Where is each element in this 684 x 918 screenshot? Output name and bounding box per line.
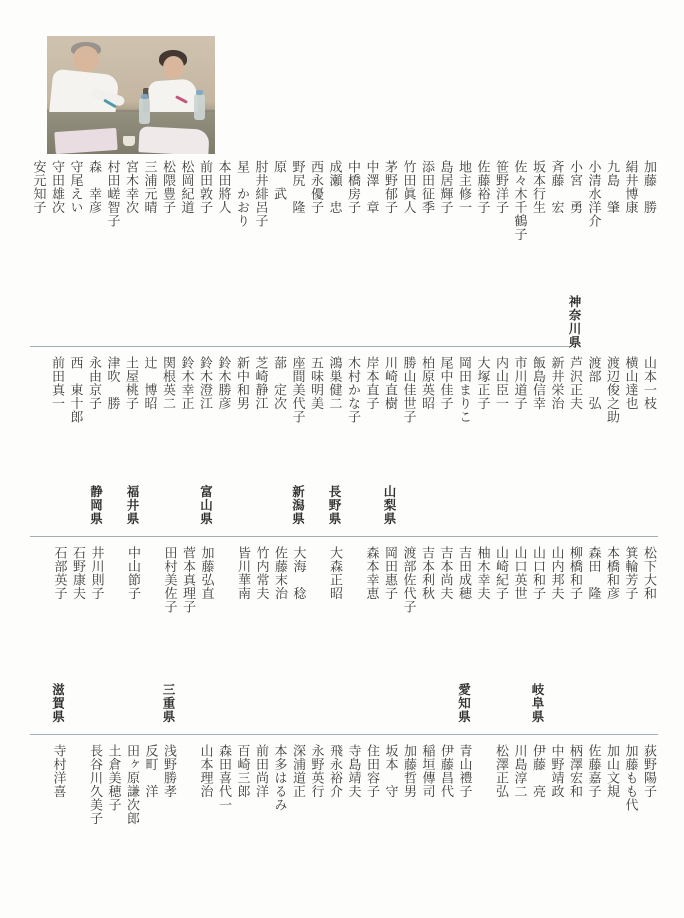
person-name: 鈴木幸正: [179, 356, 195, 410]
person-name: 加山文規: [605, 744, 620, 798]
person-name: 市川道子: [512, 356, 528, 410]
person-name: 中澤 章: [364, 160, 380, 214]
person-name: 茅野郁子: [383, 160, 398, 214]
person-name: 肘井緋呂子: [253, 160, 269, 228]
person-name: 関根英二: [161, 356, 176, 410]
name-columns: [86, 744, 179, 825]
person-name: 渡部 弘: [586, 356, 602, 410]
prefecture-group: [492, 682, 548, 798]
name-column-group: [399, 484, 658, 614]
person-name: 安元知子: [31, 160, 47, 214]
person-name: 大海 稔: [291, 546, 307, 600]
person-name: 岸本直子: [364, 356, 380, 410]
person-name: 松下大和: [642, 546, 657, 600]
prefecture-header: 山梨県: [382, 485, 396, 526]
person-name: 五味明美: [309, 356, 324, 410]
person-name: 吉本尚夫: [438, 546, 454, 600]
person-name: 松澤正弘: [494, 744, 509, 798]
person-name: 鴻巣健二: [327, 356, 343, 410]
person-name: 渡辺俊之助: [605, 356, 620, 424]
prefecture-header: 愛知県: [456, 683, 471, 724]
cup-shape: [123, 136, 135, 146]
bottle-shape: [139, 98, 150, 124]
person-name: 前田敦子: [198, 160, 213, 214]
person-name: 伊藤昌代: [439, 744, 454, 798]
name-columns: [29, 160, 658, 241]
person-name: 土倉美穂子: [106, 744, 122, 812]
person-name: 石野康夫: [71, 546, 86, 600]
name-column-group: [547, 682, 658, 812]
person-name: 佐藤裕子: [475, 160, 491, 214]
person-name: 土屋桃子: [124, 356, 139, 410]
person-name: 菅本真理子: [181, 546, 196, 614]
person-name: 森田喜代一: [217, 744, 232, 812]
person-name: 小宮 勇: [568, 160, 583, 214]
person-name: 添田征季: [420, 160, 435, 214]
person-name: 柳橋和子: [568, 546, 583, 600]
person-name: 津吹 勝: [105, 356, 121, 410]
person-name: 三浦元晴: [142, 160, 158, 214]
person-name: 山本理治: [198, 744, 214, 798]
person-name: 辻 博昭: [142, 356, 158, 410]
person-name: 森田 隆: [586, 546, 602, 600]
person-name: 坂本 守: [383, 744, 399, 798]
prefecture-group: [86, 682, 179, 825]
person-name: 井川則子: [89, 546, 105, 600]
person-name: 原 武: [272, 160, 287, 201]
prefecture-header: 静岡県: [88, 485, 103, 526]
name-columns: [584, 356, 658, 424]
name-column-group: [29, 160, 658, 241]
person-name: 星 かおり: [235, 160, 250, 228]
person-name: 小清水洋介: [586, 160, 602, 228]
name-columns: [50, 546, 106, 600]
person-name: 飯島信幸: [531, 356, 546, 410]
person-name: 永由京子: [87, 356, 102, 410]
person-name: 中橋房子: [346, 160, 361, 214]
person-name: 芝崎静江: [253, 356, 269, 410]
person-name: 芦沢正夫: [568, 356, 583, 410]
name-columns: [48, 356, 585, 424]
person-name: 山口英世: [512, 546, 528, 600]
person-name: 尾中佳子: [438, 356, 454, 410]
person-name: 坂本行生: [531, 160, 546, 214]
name-columns: [234, 546, 308, 600]
person-name: 飛永裕介: [328, 744, 343, 798]
person-name: 西 東十郎: [68, 356, 84, 424]
person-name: 木村かな子: [346, 356, 361, 424]
person-name: 島居輝子: [438, 160, 454, 214]
name-columns: [362, 546, 399, 600]
person-name: 森 幸彦: [87, 160, 102, 214]
prefecture-group: [49, 682, 68, 798]
person-name: 大森正昭: [328, 546, 343, 600]
person-name: 座間美代子: [290, 356, 306, 424]
prefecture-header: 滋賀県: [50, 683, 65, 724]
prefecture-group: [50, 484, 106, 600]
prefecture-header: 新潟県: [290, 485, 305, 526]
person-name: 中野靖政: [549, 744, 565, 798]
person-name: 本多はるみ: [272, 744, 288, 812]
person-name: 鈴木勝彦: [216, 356, 232, 410]
person-name: 加藤哲男: [402, 744, 417, 798]
person-name: 成瀬 忠: [327, 160, 343, 214]
prefecture-group: [48, 294, 585, 424]
person-name: 吉田成穂: [457, 546, 472, 600]
person-name: 柚木幸夫: [475, 546, 491, 600]
name-band-3: [0, 484, 684, 704]
name-columns: [160, 546, 216, 614]
person-name: 森本幸恵: [364, 546, 380, 600]
person-name: 柏原英昭: [420, 356, 435, 410]
name-columns: [492, 744, 548, 798]
prefecture-group: [234, 484, 308, 600]
prefecture-group: [160, 484, 216, 614]
person-name: 岡田惠子: [383, 546, 398, 600]
person-name: 地主修一: [457, 160, 472, 214]
person-name: 稲垣傳司: [420, 744, 436, 798]
person-name: 中山節子: [126, 546, 141, 600]
person-name: 宮木幸次: [124, 160, 139, 214]
name-columns: [49, 744, 68, 798]
person-name: 蔀 定次: [272, 356, 287, 410]
prefecture-header: 三重県: [161, 683, 175, 724]
person-name: 伊藤 亮: [531, 744, 546, 798]
person-name: 川島淳二: [512, 744, 528, 798]
person-name: 荻野陽子: [642, 744, 657, 798]
person-name: 浅野勝孝: [162, 744, 177, 798]
person-name: 加藤 勝: [642, 160, 657, 214]
name-columns: [547, 744, 658, 812]
person-name: 加藤弘直: [199, 546, 215, 600]
person-name: 守田雄次: [50, 160, 65, 214]
photo: [47, 36, 215, 154]
prefecture-header: 富山県: [198, 485, 213, 526]
prefecture-group: [196, 682, 474, 812]
person-name: 田ヶ原謙次郎: [125, 744, 140, 825]
name-columns: [326, 546, 345, 600]
name-column-group: [584, 294, 658, 424]
person-name: 西永優子: [309, 160, 324, 214]
person-name: 寺島靖夫: [346, 744, 362, 798]
person-name: 大塚正子: [475, 356, 491, 410]
person-name: 田村美佐子: [162, 546, 178, 614]
person-name: 横山達也: [623, 356, 639, 410]
bottle-shape: [194, 94, 205, 120]
person-name: 箕輪芳子: [623, 546, 639, 600]
head-shape: [73, 46, 99, 72]
person-name: 村田嵯智子: [105, 160, 121, 228]
person-name: 岡田まりこ: [457, 356, 472, 424]
person-name: 佐藤嘉子: [586, 744, 602, 798]
person-name: 永野英行: [309, 744, 325, 798]
person-name: 石部英子: [52, 546, 68, 600]
person-name: 本橋和彦: [605, 546, 620, 600]
prefecture-header: 岐阜県: [530, 683, 544, 724]
name-band-2: [0, 294, 684, 516]
person-name: 野尻 隆: [290, 160, 306, 214]
person-name: 笹野洋子: [494, 160, 509, 214]
name-columns: [399, 546, 658, 614]
person-name: 吉本利秋: [420, 546, 435, 600]
person-name: 皆川華南: [236, 546, 251, 600]
person-name: 深浦道正: [291, 744, 306, 798]
person-name: 佐々木千鶴子: [512, 160, 528, 241]
prefecture-header: 神奈川県: [567, 295, 581, 349]
person-name: 松岡紀道: [179, 160, 195, 214]
person-name: 山内邦夫: [549, 546, 565, 600]
person-name: 新中和男: [235, 356, 250, 410]
person-name: 竹内常夫: [254, 546, 270, 600]
person-name: 竹田眞人: [401, 160, 417, 214]
person-name: 長谷川久美子: [88, 744, 103, 825]
person-name: 新井栄治: [549, 356, 565, 410]
person-name: 松隈豊子: [161, 160, 176, 214]
person-name: 斉藤 宏: [549, 160, 565, 214]
prefecture-group: [362, 484, 399, 600]
person-name: 青山禮子: [457, 744, 473, 798]
paper-shape: [138, 126, 209, 154]
person-name: 守尾えい: [68, 160, 84, 214]
person-name: 佐藤末治: [273, 546, 288, 600]
person-name: 本田將人: [216, 160, 232, 214]
person-name: 九島 肇: [605, 160, 620, 214]
person-name: 住田容子: [365, 744, 380, 798]
person-name: 勝山佳世子: [401, 356, 417, 424]
person-name: 山崎紀子: [494, 546, 509, 600]
prefecture-group: [326, 484, 345, 600]
prefecture-header: 長野県: [327, 485, 341, 526]
person-name: 山口和子: [531, 546, 546, 600]
name-columns: [124, 546, 143, 600]
paper-shape: [54, 128, 117, 154]
person-name: 寺村洋喜: [51, 744, 67, 798]
person-name: 前田尚洋: [254, 744, 269, 798]
person-name: 内山臣一: [494, 356, 509, 410]
person-name: 前田真一: [50, 356, 65, 410]
person-name: 川崎直樹: [383, 356, 398, 410]
person-name: 反町 洋: [143, 744, 159, 798]
person-name: 渡部佐代子: [401, 546, 417, 614]
name-band-4: [0, 682, 684, 894]
person-name: 加藤もも代: [623, 744, 639, 812]
prefecture-header: 福井県: [125, 485, 139, 526]
name-columns: [196, 744, 474, 812]
prefecture-group: [124, 484, 143, 600]
person-name: 絹井博康: [623, 160, 639, 214]
head-shape: [163, 56, 184, 79]
person-name: 鈴木澄江: [198, 356, 213, 410]
person-name: 山本一枝: [642, 356, 657, 410]
person-name: 百崎三郎: [235, 744, 251, 798]
person-name: 柄澤宏和: [568, 744, 583, 798]
